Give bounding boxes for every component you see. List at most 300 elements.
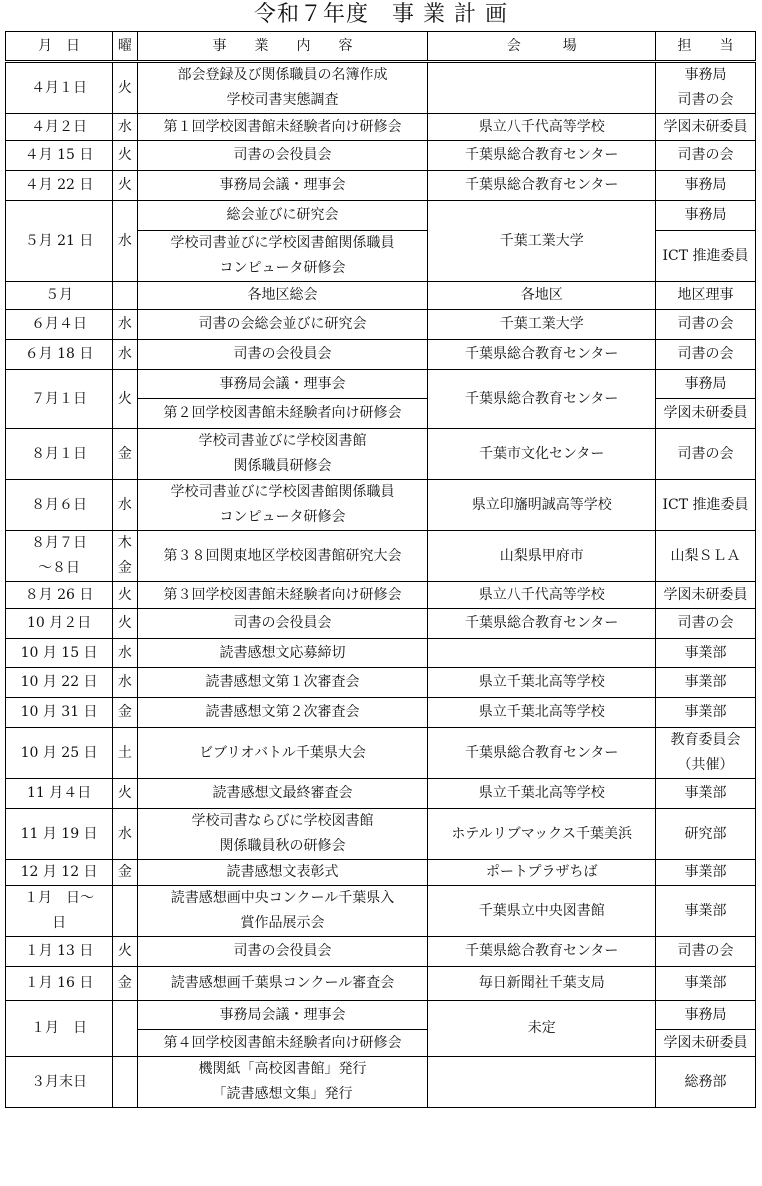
venue-cell <box>428 171 656 201</box>
weekday-cell <box>113 809 137 860</box>
weekday-cell <box>113 582 137 609</box>
weekday-text: 火 <box>117 79 132 96</box>
owner-cell <box>655 1030 755 1057</box>
event-text-line: 司書の会役員会 <box>233 147 332 163</box>
owner-cell <box>655 531 755 582</box>
weekday-cell <box>113 201 137 282</box>
owner-cell <box>655 668 755 698</box>
event-cell <box>137 1001 428 1030</box>
venue-text: 千葉県総合教育センター <box>464 390 619 407</box>
venue-cell <box>428 860 656 886</box>
date-text: ３月末日 <box>31 1073 88 1090</box>
venue-text: 千葉市文化センター <box>478 445 605 462</box>
weekday-cell <box>113 141 137 171</box>
event-schedule-table <box>5 31 756 1108</box>
date-text: １月 日～ <box>24 890 95 906</box>
table-row <box>6 62 756 114</box>
date-cell <box>6 370 113 429</box>
owner-text-line: 事業部 <box>684 902 727 919</box>
event-text-line: 学校司書並びに学校図書館関係職員 <box>170 484 395 500</box>
date-cell <box>6 779 113 809</box>
venue-text: 県立印旛明誠高等学校 <box>471 496 612 513</box>
venue-text: 県立千葉北高等学校 <box>478 785 605 801</box>
weekday-text: 水 <box>117 316 132 332</box>
date-cell <box>6 114 113 141</box>
venue-text: ホテルリブマックス千葉美浜 <box>451 825 633 842</box>
table-row <box>6 886 756 937</box>
event-text-line: 事務局会議・理事会 <box>219 1006 346 1023</box>
table-row <box>6 967 756 1001</box>
date-cell <box>6 886 113 937</box>
date-text: ４月１日 <box>31 79 88 96</box>
event-text-line: 司書の会総会並びに研究会 <box>198 316 367 332</box>
date-text-2: ～８日 <box>38 560 81 576</box>
table-row <box>6 809 756 860</box>
event-cell <box>137 1057 428 1108</box>
event-cell <box>137 937 428 967</box>
venue-cell <box>428 809 656 860</box>
table-row <box>6 728 756 779</box>
venue-text: 毎日新聞社千葉支局 <box>478 975 605 991</box>
weekday-cell <box>113 967 137 1001</box>
owner-cell <box>655 886 755 937</box>
venue-cell <box>428 370 656 429</box>
venue-cell <box>428 698 656 728</box>
event-text-line: 読書感想文応募締切 <box>219 644 346 661</box>
weekday-cell <box>113 639 137 668</box>
event-text-line: 部会登録及び関係職員の名簿作成 <box>177 67 388 83</box>
date-cell <box>6 429 113 480</box>
page-title: 令和７年度 事 業 計 画 <box>254 2 508 27</box>
owner-cell <box>655 201 755 231</box>
weekday-cell <box>113 282 137 310</box>
date-text: ８月１日 <box>31 445 88 462</box>
table-header-row <box>6 32 756 62</box>
owner-cell <box>655 340 755 370</box>
event-cell <box>137 639 428 668</box>
event-cell <box>137 886 428 937</box>
date-cell <box>6 62 113 114</box>
date-text: ７月１日 <box>31 390 88 407</box>
venue-cell <box>428 282 656 310</box>
owner-text-line: 山梨ＳＬＡ <box>670 547 741 564</box>
weekday-cell <box>113 779 137 809</box>
owner-text-line: 事業部 <box>684 864 727 880</box>
owner-cell <box>655 639 755 668</box>
owner-cell <box>655 62 755 114</box>
date-text: 12 月 12 日 <box>20 864 98 880</box>
header-day: 曜 <box>113 32 137 62</box>
date-cell <box>6 201 113 282</box>
owner-text-line: 司書の会 <box>677 147 734 163</box>
date-text: １月 16 日 <box>24 975 94 991</box>
date-cell <box>6 171 113 201</box>
date-cell <box>6 340 113 370</box>
event-text-line: 読書感想画千葉県コンクール審査会 <box>170 975 395 991</box>
table-row <box>6 779 756 809</box>
venue-text: 山梨県甲府市 <box>499 547 584 564</box>
event-cell <box>137 171 428 201</box>
event-text-line: 各地区総会 <box>247 287 318 303</box>
event-text-line: 司書の会役員会 <box>233 615 332 631</box>
date-cell <box>6 967 113 1001</box>
table-row <box>6 201 756 231</box>
date-text: 11 月 19 日 <box>20 825 98 842</box>
venue-text: 千葉県立中央図書館 <box>478 902 605 919</box>
weekday-cell <box>113 310 137 340</box>
event-cell <box>137 114 428 141</box>
weekday-cell <box>113 698 137 728</box>
weekday-text: 火 <box>117 177 132 193</box>
event-text-line: 機関紙「高校図書館」発行 <box>198 1061 367 1077</box>
table-row <box>6 531 756 582</box>
weekday-text: 金 <box>117 445 132 462</box>
owner-text-line: 司書の会 <box>677 346 734 362</box>
venue-cell <box>428 480 656 531</box>
owner-text-line: 事務局 <box>684 67 727 83</box>
owner-cell <box>655 967 755 1001</box>
table-row <box>6 609 756 639</box>
date-text: ５月 <box>45 287 74 303</box>
date-cell <box>6 282 113 310</box>
venue-text: 千葉県総合教育センター <box>464 744 619 761</box>
weekday-cell <box>113 609 137 639</box>
weekday-cell <box>113 62 137 114</box>
weekday-cell <box>113 531 137 582</box>
venue-text: 千葉県総合教育センター <box>464 177 619 193</box>
owner-cell <box>655 860 755 886</box>
weekday-cell <box>113 728 137 779</box>
weekday-cell <box>113 480 137 531</box>
weekday-text: 水 <box>117 644 132 661</box>
event-cell <box>137 779 428 809</box>
owner-cell <box>655 582 755 609</box>
table-row <box>6 480 756 531</box>
venue-text: 未定 <box>527 1020 556 1036</box>
owner-cell <box>655 141 755 171</box>
event-text-line: 賞作品展示会 <box>240 915 325 931</box>
event-text-line: 第３回学校図書館未経験者向け研修会 <box>163 586 402 603</box>
date-cell <box>6 141 113 171</box>
venue-cell <box>428 609 656 639</box>
event-text-line: コンピュータ研修会 <box>219 260 346 276</box>
event-cell <box>137 429 428 480</box>
table-row <box>6 114 756 141</box>
event-cell <box>137 282 428 310</box>
owner-text-line: （共催） <box>677 757 734 773</box>
event-cell <box>137 609 428 639</box>
event-cell <box>137 1030 428 1057</box>
weekday-cell <box>113 340 137 370</box>
weekday-text: 水 <box>117 118 132 135</box>
event-cell <box>137 399 428 429</box>
owner-cell <box>655 1001 755 1030</box>
owner-cell <box>655 171 755 201</box>
event-text-line: コンピュータ研修会 <box>219 509 346 525</box>
weekday-text: 火 <box>117 147 132 163</box>
date-text-2: 日 <box>52 915 67 931</box>
owner-text-line: 事業部 <box>684 785 727 801</box>
weekday-cell <box>113 668 137 698</box>
event-cell <box>137 728 428 779</box>
owner-text-line: 司書の会 <box>677 92 734 108</box>
date-cell <box>6 480 113 531</box>
event-text-line: 読書感想文表彰式 <box>226 864 339 880</box>
date-text: 10 月 15 日 <box>20 644 98 661</box>
event-cell <box>137 582 428 609</box>
owner-cell <box>655 698 755 728</box>
date-cell <box>6 639 113 668</box>
owner-cell <box>655 310 755 340</box>
date-cell <box>6 668 113 698</box>
venue-text: 各地区 <box>520 287 563 303</box>
date-text: ４月 15 日 <box>24 147 94 163</box>
event-text-line: 司書の会役員会 <box>233 346 332 362</box>
weekday-text: 木 <box>117 535 132 551</box>
venue-text: 千葉県総合教育センター <box>464 943 619 959</box>
date-cell <box>6 609 113 639</box>
venue-cell <box>428 62 656 114</box>
owner-text-line: 学図未研委員 <box>663 405 748 421</box>
owner-text-line: 事業部 <box>684 644 727 661</box>
weekday-text: 金 <box>117 975 132 991</box>
venue-cell <box>428 531 656 582</box>
owner-text-line: 事務局 <box>684 1006 727 1023</box>
table-row <box>6 860 756 886</box>
date-cell <box>6 698 113 728</box>
date-cell <box>6 809 113 860</box>
event-text-line: 司書の会役員会 <box>233 943 332 959</box>
venue-text: 千葉県総合教育センター <box>464 147 619 163</box>
table-row <box>6 639 756 668</box>
owner-text-line: 総務部 <box>684 1073 727 1090</box>
event-cell <box>137 698 428 728</box>
owner-cell <box>655 114 755 141</box>
event-text-line: 事務局会議・理事会 <box>219 375 346 392</box>
weekday-text: 火 <box>117 390 132 407</box>
owner-text-line: 司書の会 <box>677 445 734 462</box>
owner-text-line: ICT 推進委員 <box>662 496 749 513</box>
weekday-text: 金 <box>117 864 132 880</box>
date-text: ４月２日 <box>31 118 88 135</box>
weekday-text: 水 <box>117 825 132 842</box>
venue-cell <box>428 728 656 779</box>
date-text: 11 月４日 <box>26 785 92 801</box>
date-text: 10 月２日 <box>26 615 92 631</box>
event-cell <box>137 141 428 171</box>
event-cell <box>137 201 428 231</box>
owner-cell <box>655 231 755 282</box>
table-row <box>6 1001 756 1030</box>
venue-text: 県立八千代高等学校 <box>478 586 605 603</box>
event-cell <box>137 480 428 531</box>
weekday-text: 金 <box>117 704 132 720</box>
header-date: 月 日 <box>6 32 113 62</box>
date-cell <box>6 310 113 340</box>
owner-cell <box>655 779 755 809</box>
owner-text-line: 司書の会 <box>677 943 734 959</box>
date-cell <box>6 937 113 967</box>
date-text: ６月 18 日 <box>24 346 94 362</box>
venue-cell <box>428 340 656 370</box>
event-cell <box>137 668 428 698</box>
weekday-text-2: 金 <box>117 560 132 576</box>
date-text: 10 月 22 日 <box>20 674 98 690</box>
owner-text-line: 事務局 <box>684 207 727 223</box>
weekday-cell <box>113 370 137 429</box>
venue-cell <box>428 937 656 967</box>
event-cell <box>137 340 428 370</box>
date-text: 10 月 25 日 <box>20 744 98 761</box>
event-text-line: 学校司書ならびに学校図書館 <box>191 813 374 829</box>
event-cell <box>137 967 428 1001</box>
event-text-line: 第１回学校図書館未経験者向け研修会 <box>163 118 402 135</box>
weekday-text: 火 <box>117 586 132 603</box>
owner-cell <box>655 809 755 860</box>
owner-text-line: 学図未研委員 <box>663 118 748 135</box>
date-cell <box>6 728 113 779</box>
venue-cell <box>428 967 656 1001</box>
event-text-line: 学校司書実態調査 <box>226 92 339 108</box>
weekday-cell <box>113 1001 137 1057</box>
venue-cell <box>428 1057 656 1108</box>
venue-cell <box>428 201 656 282</box>
table-row <box>6 370 756 399</box>
date-text: ５月 21 日 <box>24 232 94 249</box>
table-row <box>6 937 756 967</box>
table-row <box>6 282 756 310</box>
owner-text-line: 司書の会 <box>677 316 734 332</box>
weekday-cell <box>113 114 137 141</box>
date-cell <box>6 1057 113 1108</box>
table-row <box>6 698 756 728</box>
date-text: ８月７日 <box>31 535 88 551</box>
event-text-line: 「読書感想文集」発行 <box>212 1086 353 1102</box>
owner-cell <box>655 480 755 531</box>
date-cell <box>6 1001 113 1057</box>
owner-cell <box>655 399 755 429</box>
event-cell <box>137 62 428 114</box>
owner-cell <box>655 370 755 399</box>
header-owner: 担 当 <box>655 32 755 62</box>
weekday-text: 火 <box>117 785 132 801</box>
venue-text: 県立千葉北高等学校 <box>478 674 605 690</box>
owner-cell <box>655 609 755 639</box>
event-text-line: 第２回学校図書館未経験者向け研修会 <box>163 405 402 421</box>
venue-cell <box>428 429 656 480</box>
event-text-line: 第３８回関東地区学校図書館研究大会 <box>163 547 402 564</box>
date-text: ４月 22 日 <box>24 177 94 193</box>
date-text: １月 13 日 <box>24 943 94 959</box>
event-text-line: ビブリオバトル千葉県大会 <box>199 744 366 761</box>
venue-text: 千葉県総合教育センター <box>464 615 619 631</box>
date-text: ８月 26 日 <box>24 586 94 603</box>
date-text: 10 月 31 日 <box>20 704 98 720</box>
venue-text: 県立八千代高等学校 <box>478 118 605 135</box>
owner-cell <box>655 1057 755 1108</box>
event-text-line: 関係職員秋の研修会 <box>219 838 346 854</box>
table-row <box>6 429 756 480</box>
event-text-line: 学校司書並びに学校図書館 <box>198 433 367 449</box>
venue-cell <box>428 310 656 340</box>
owner-cell <box>655 937 755 967</box>
owner-text-line: 事業部 <box>684 975 727 991</box>
weekday-cell <box>113 1057 137 1108</box>
venue-text: 千葉県総合教育センター <box>464 346 619 362</box>
table-row <box>6 582 756 609</box>
event-text-line: 読書感想画中央コンクール千葉県入 <box>170 890 395 906</box>
owner-cell <box>655 429 755 480</box>
date-text: ８月６日 <box>31 496 88 513</box>
date-cell <box>6 860 113 886</box>
venue-cell <box>428 639 656 668</box>
event-text-line: 学校司書並びに学校図書館関係職員 <box>170 235 395 251</box>
owner-text-line: ICT 推進委員 <box>662 247 749 264</box>
weekday-cell <box>113 937 137 967</box>
owner-text-line: 学図未研委員 <box>663 1034 748 1051</box>
event-text-line: 読書感想文第１次審査会 <box>205 674 360 690</box>
event-cell <box>137 860 428 886</box>
owner-text-line: 事業部 <box>684 674 727 690</box>
event-text-line: 事務局会議・理事会 <box>219 177 346 193</box>
table-row <box>6 340 756 370</box>
venue-text: 県立千葉北高等学校 <box>478 704 605 720</box>
weekday-text: 水 <box>117 232 132 249</box>
owner-cell <box>655 282 755 310</box>
event-cell <box>137 531 428 582</box>
weekday-text: 水 <box>117 346 132 362</box>
venue-cell <box>428 582 656 609</box>
owner-text-line: 事務局 <box>684 177 727 193</box>
venue-text: 千葉工業大学 <box>499 232 584 249</box>
event-cell <box>137 310 428 340</box>
venue-text: ポートプラザちば <box>485 864 598 880</box>
weekday-text: 火 <box>117 615 132 631</box>
weekday-cell <box>113 860 137 886</box>
date-cell <box>6 531 113 582</box>
weekday-text: 水 <box>117 674 132 690</box>
owner-cell <box>655 728 755 779</box>
header-event: 事 業 内 容 <box>137 32 428 62</box>
owner-text-line: 学図未研委員 <box>663 586 748 603</box>
owner-text-line: 司書の会 <box>677 615 734 631</box>
weekday-cell <box>113 886 137 937</box>
venue-cell <box>428 1001 656 1057</box>
venue-cell <box>428 114 656 141</box>
event-text-line: 総会並びに研究会 <box>226 207 339 223</box>
owner-text-line: 事務局 <box>684 375 727 392</box>
table-body <box>6 62 756 1108</box>
date-cell <box>6 582 113 609</box>
event-cell <box>137 370 428 399</box>
date-text: ６月４日 <box>31 316 88 332</box>
venue-cell <box>428 779 656 809</box>
event-text-line: 読書感想文第２次審査会 <box>205 704 360 720</box>
weekday-text: 水 <box>117 496 132 513</box>
weekday-cell <box>113 171 137 201</box>
event-text-line: 第４回学校図書館未経験者向け研修会 <box>163 1034 402 1051</box>
owner-text-line: 教育委員会 <box>670 732 741 748</box>
table-row <box>6 141 756 171</box>
table-row <box>6 1057 756 1108</box>
date-text: １月 日 <box>31 1020 88 1036</box>
event-text-line: 関係職員研修会 <box>233 458 332 474</box>
weekday-text: 火 <box>117 943 132 959</box>
venue-text: 千葉工業大学 <box>499 316 584 332</box>
event-text-line: 読書感想文最終審査会 <box>212 785 353 801</box>
venue-cell <box>428 668 656 698</box>
header-venue: 会 場 <box>428 32 656 62</box>
